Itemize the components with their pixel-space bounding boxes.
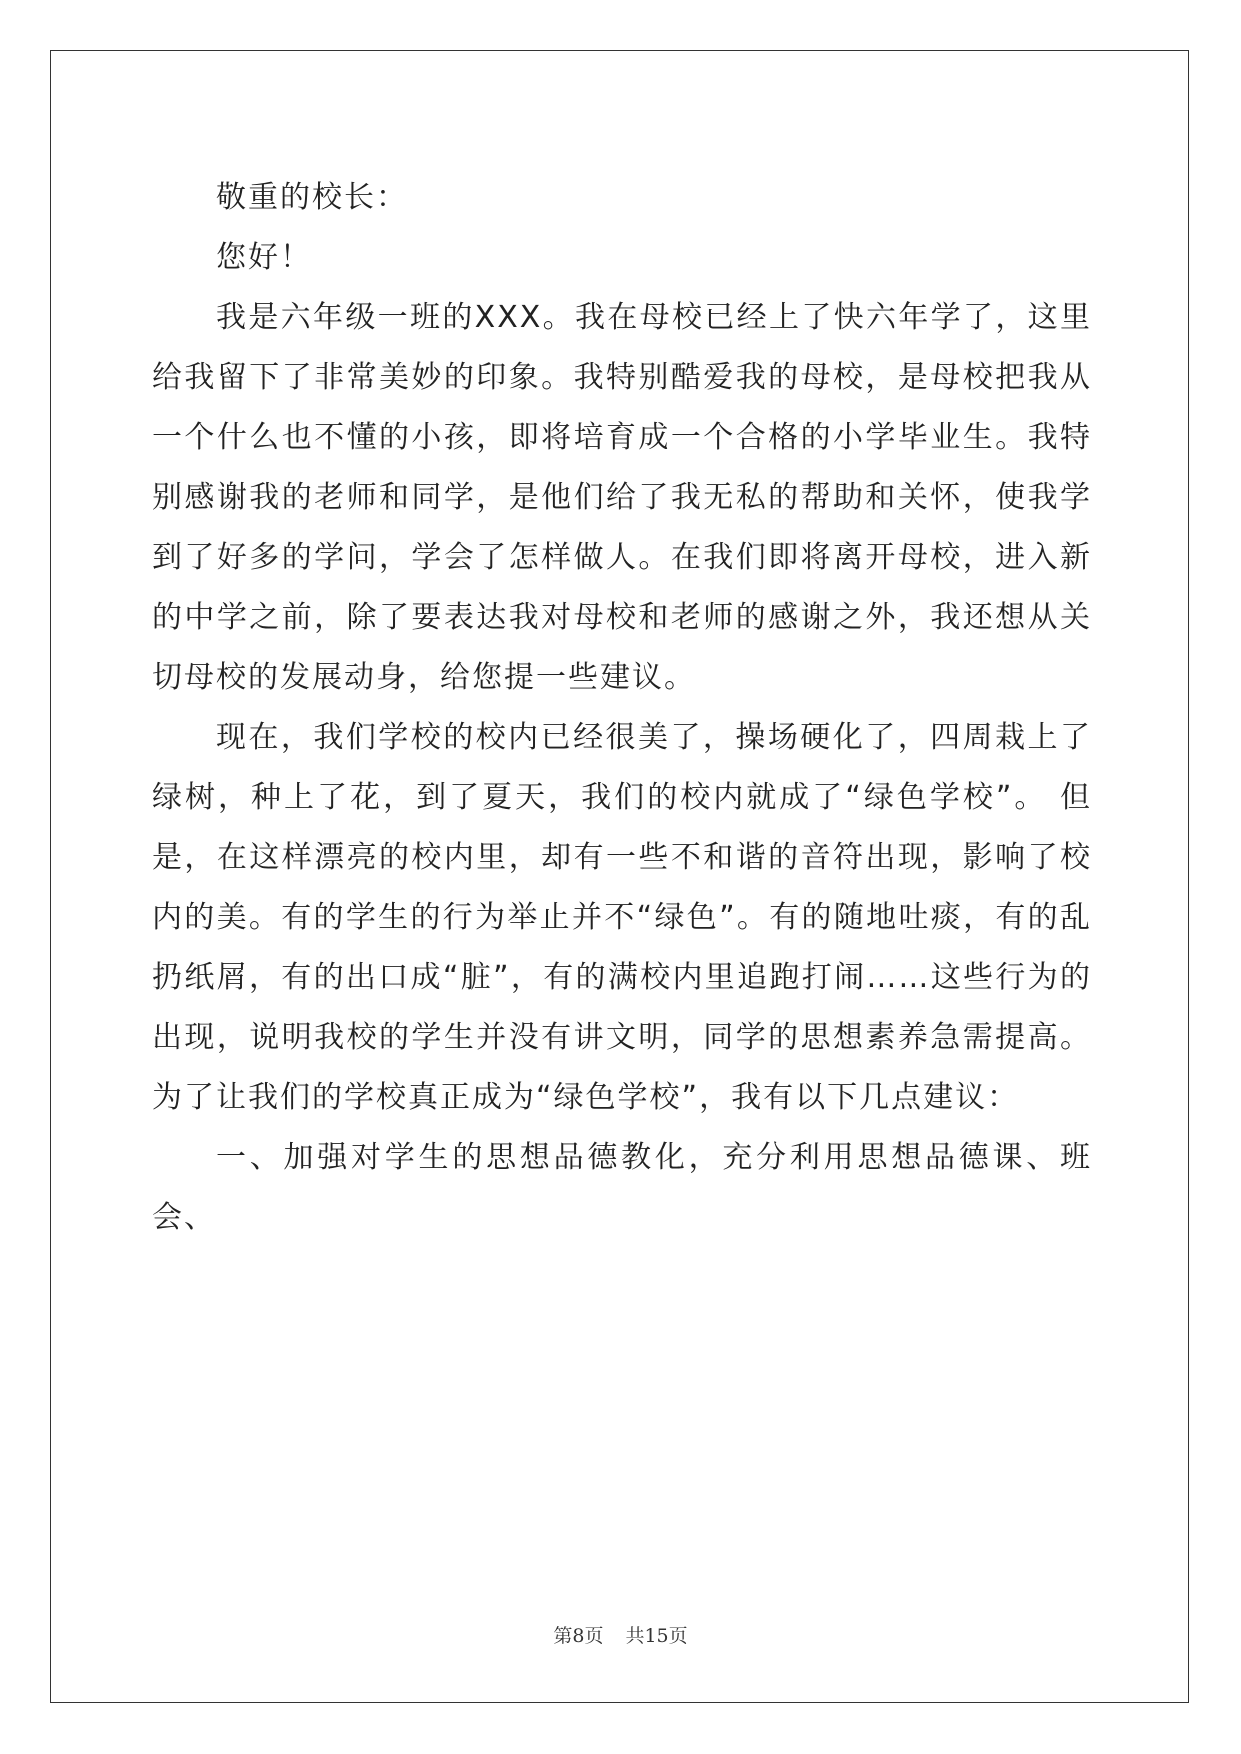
- paragraph-intro: 我是六年级一班的XXX。我在母校已经上了快六年学了，这里给我留下了非常美妙的印象。我特别酷爱我的母校，是母校把我从一个什么也不懂的小孩，即将培育成一个合格的小学毕业生。我特别感谢我的老师和同学，是他们给了我无私的帮助和关怀，使我学到了好多的学问，学会了怎样做人。在我们即将离开母校，进入新的中学之前，除了要表达我对母校和老师的感谢之外，我还想从关切母校的发展动身，给您提一些建议。: [152, 300, 1092, 695]
- paragraph-campus: 现在，我们学校的校内已经很美了，操场硬化了，四周栽上了绿树，种上了花，到了夏天，我们的校内就成了“绿色学校”。 但是，在这样漂亮的校内里，却有一些不和谐的音符出现，影响了校内的美。有的学生的行为举止并不“绿色”。有的随地吐痰，有的乱扔纸屑，有的出口成“脏”，有的满校内里追跑打闹……这些行为的出现，说明我校的学生并没有讲文明，同学的思想素养急需提高。 为了让我们的学校真正成为“绿色学校”，我有以下几点建议：: [152, 720, 1092, 1115]
- page-footer: [0, 1621, 1241, 1648]
- page-number: 第8页: [553, 1625, 604, 1647]
- salutation: 敬重的校长：: [216, 180, 408, 215]
- greeting: 您好！: [216, 240, 312, 275]
- letter-body: [152, 168, 1092, 1248]
- page-total: 共15页: [625, 1625, 688, 1647]
- paragraph-suggestion-1: 一、加强对学生的思想品德教化，充分利用思想品德课、班会、: [152, 1140, 1092, 1235]
